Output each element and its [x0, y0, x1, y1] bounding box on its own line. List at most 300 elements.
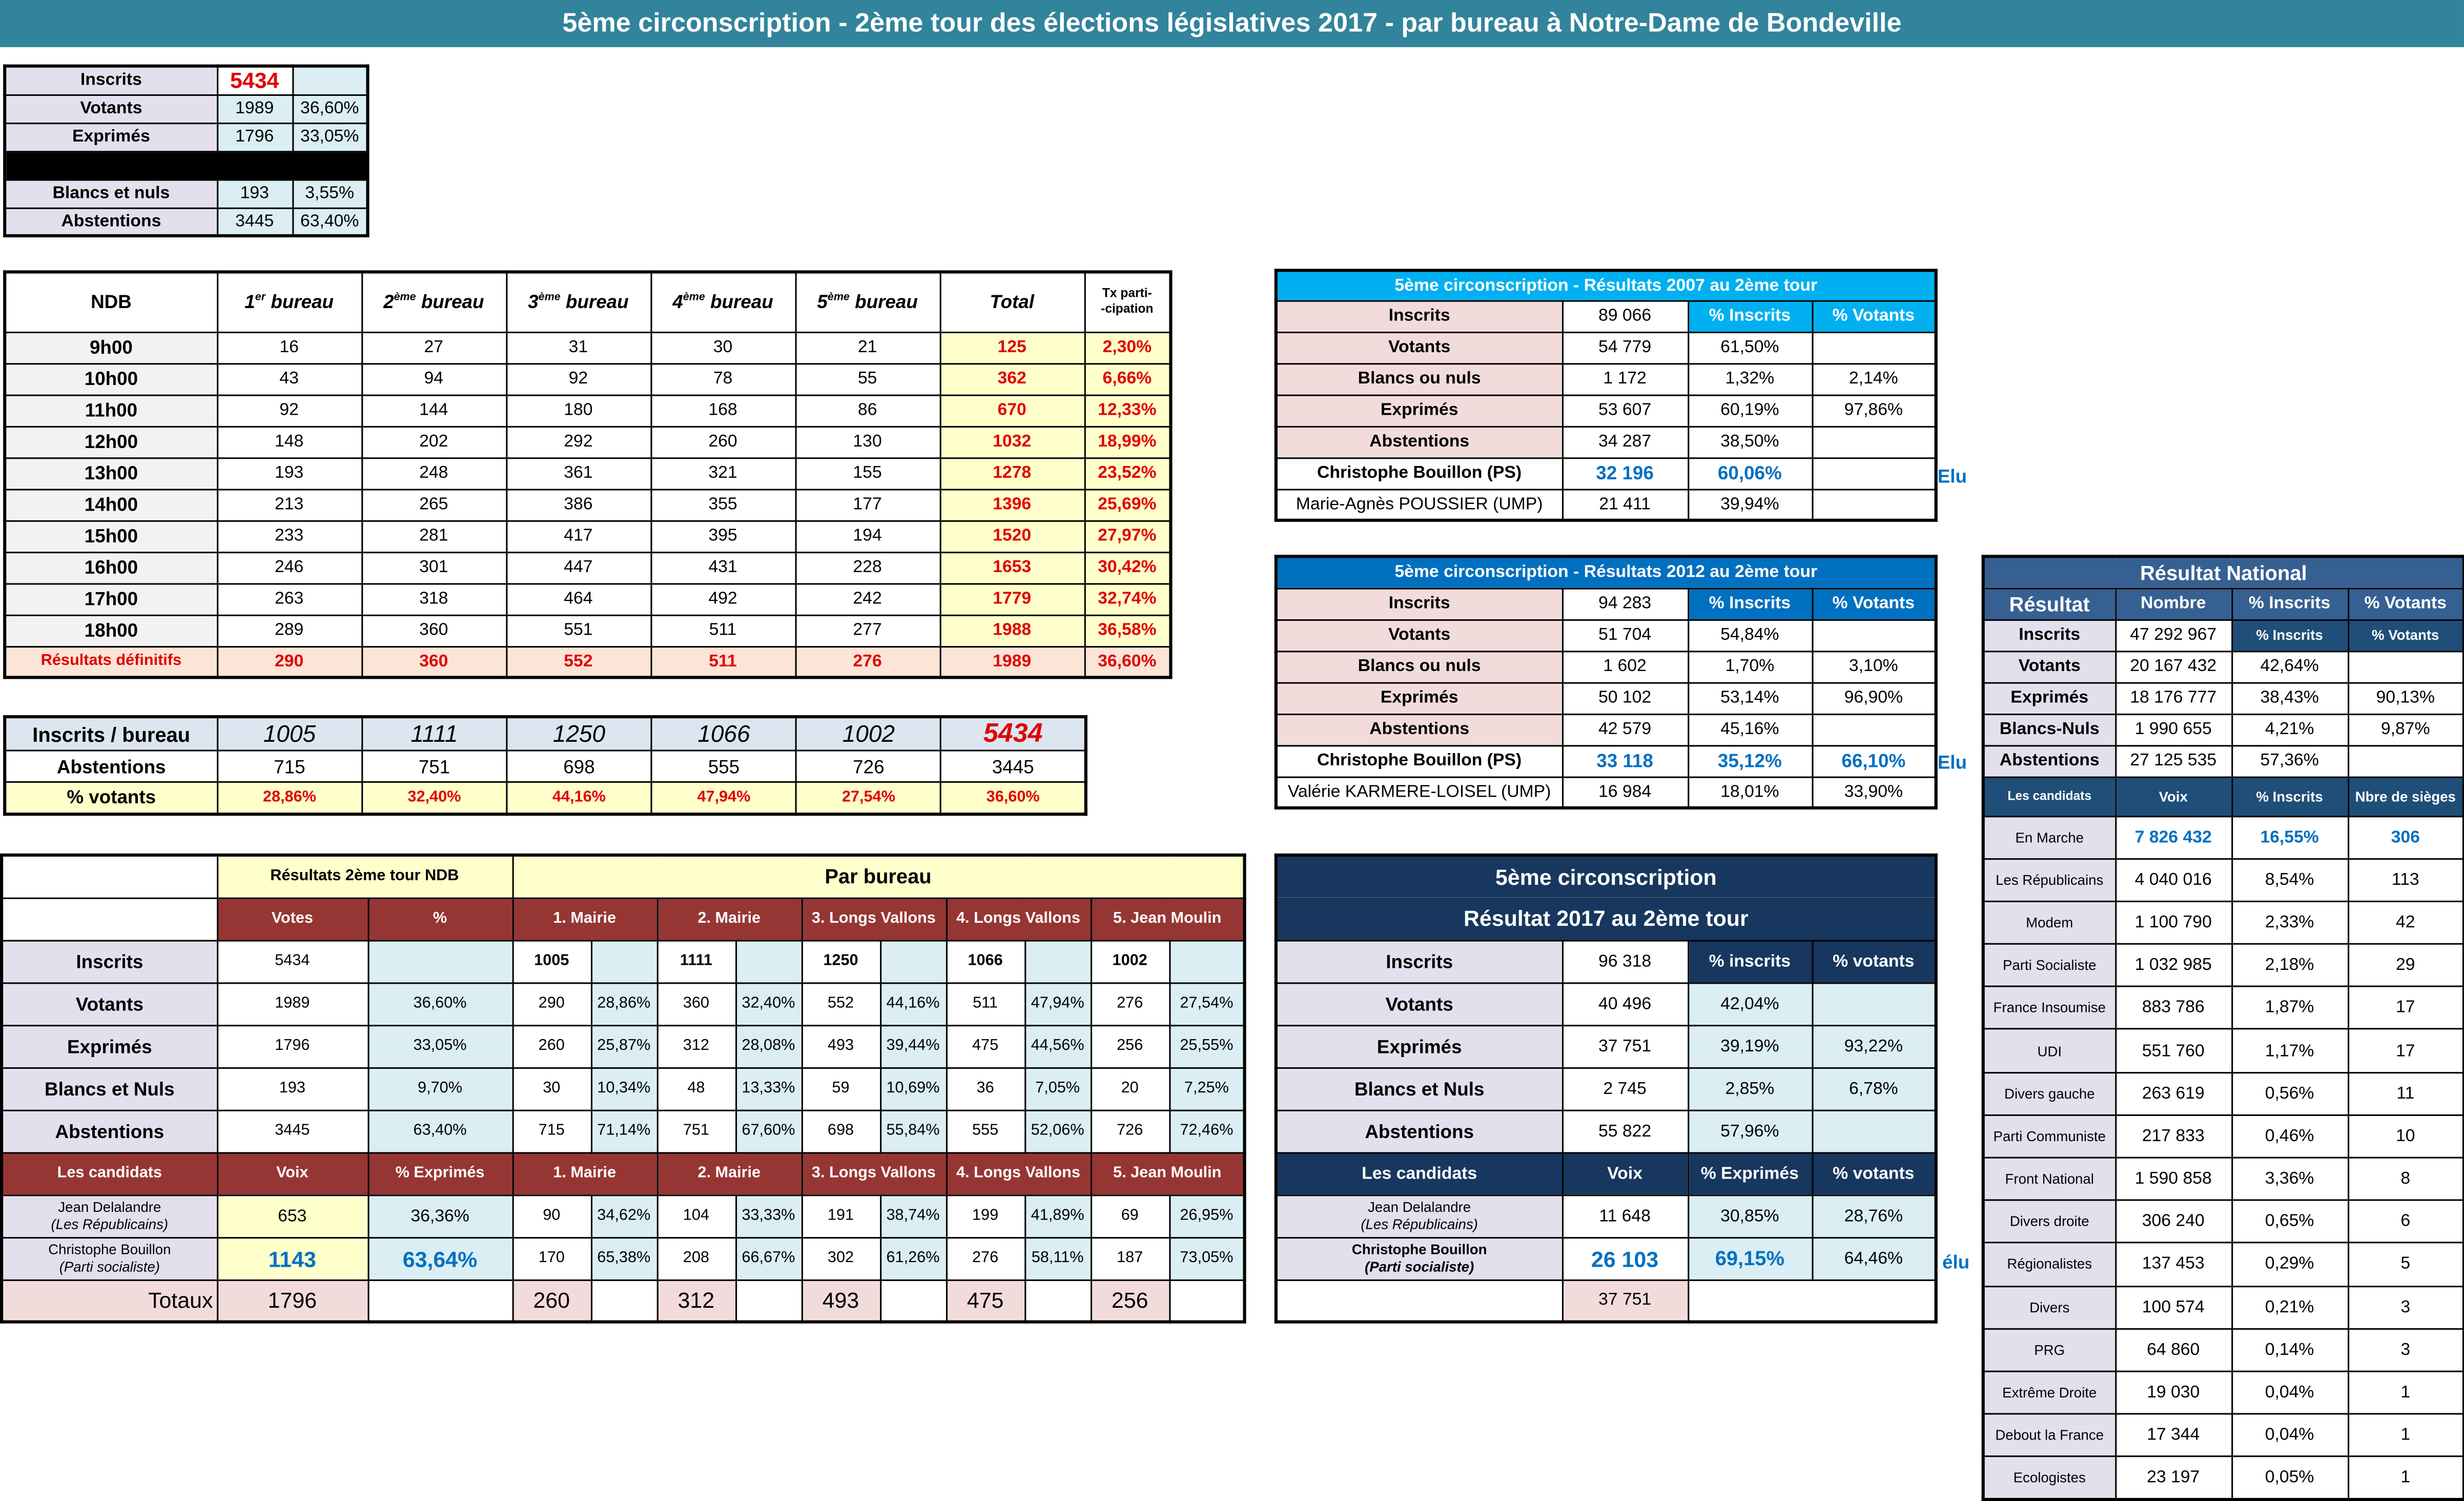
hourly-rate: 32,74% [1084, 583, 1171, 615]
hourly-final-value: 360 [361, 646, 506, 677]
ndb-totaux-value: 475 [946, 1280, 1024, 1322]
ndb-cand-bureau-value: 69 [1091, 1194, 1169, 1237]
hourly-header-total: Total [940, 272, 1084, 332]
r2017-cand-header: % votants [1812, 1152, 1936, 1194]
r2017-total: 37 751 [1562, 1280, 1688, 1322]
hourly-header-bureau: 2ème bureau [361, 272, 506, 332]
table-row [1276, 714, 1936, 745]
hourly-total: 670 [940, 395, 1084, 426]
national-votes: 23 197 [2115, 1457, 2231, 1499]
summary-pct [292, 66, 367, 94]
hourly-count: 31 [506, 332, 650, 363]
hourly-final-value: 552 [506, 646, 650, 677]
ndb-bureau-value: 260 [512, 1025, 591, 1067]
table-row [1983, 651, 2464, 682]
hourly-count: 92 [506, 363, 650, 394]
table-row [1276, 457, 1936, 489]
ndb-cand-header: % Exprimés [368, 1152, 512, 1194]
national-seats: 3 [2348, 1286, 2464, 1328]
table-row [1276, 1237, 1936, 1280]
national-party: Parti Socialiste [1983, 944, 2116, 986]
candidate-party: (Parti socialiste) [1365, 1258, 1474, 1274]
national-party: Debout la France [1983, 1414, 2116, 1456]
ndb-totaux-value: 312 [657, 1280, 735, 1322]
summary-label: Votants [5, 94, 217, 123]
national-votes: 137 453 [2115, 1243, 2231, 1286]
r2017-value: 37 751 [1562, 1025, 1688, 1067]
bureau-abstentions: 555 [651, 750, 796, 782]
table-row [5, 489, 1171, 520]
hourly-table [3, 270, 1172, 679]
bureau-inscrits-total: 5434 [941, 717, 1086, 750]
table-row [1276, 940, 1936, 983]
hourly-count: 260 [650, 426, 795, 457]
ndb-bureau-pct: 39,44% [880, 1025, 946, 1067]
national-votes: 17 344 [2115, 1414, 2231, 1456]
ndb-cand-bureau-value: 276 [946, 1237, 1024, 1280]
table-row [5, 520, 1171, 552]
table-row [1983, 1329, 2464, 1371]
ndb-bureau-value: 1111 [657, 940, 735, 983]
r2007-pct-inscrits: 39,94% [1688, 489, 1812, 520]
national-pct-inscrits: 38,43% [2231, 682, 2348, 714]
table-row [2, 982, 1245, 1025]
ndb-results-table [0, 854, 1246, 1324]
national-votes: 1 100 790 [2115, 901, 2231, 944]
table-row [1983, 619, 2464, 651]
table-row [1983, 1201, 2464, 1243]
table-row [2, 1194, 1245, 1237]
ndb-bureau-value: 715 [512, 1110, 591, 1152]
table-row [5, 552, 1171, 583]
hourly-time: 18h00 [5, 615, 217, 646]
r2012-label: Christophe Bouillon (PS) [1276, 745, 1562, 776]
hourly-count: 248 [361, 457, 506, 489]
national-seats: 17 [2348, 1029, 2464, 1072]
table-row [1983, 745, 2464, 776]
table-row [1276, 588, 1936, 619]
hourly-header-bureau: 3ème bureau [506, 272, 650, 332]
hourly-count: 213 [217, 489, 361, 520]
national-label: Exprimés [1983, 682, 2116, 714]
table-row [1276, 982, 1936, 1025]
hourly-total: 1653 [940, 552, 1084, 583]
ndb-totaux-value: 260 [512, 1280, 591, 1322]
national-seats: 3 [2348, 1329, 2464, 1371]
bureau-pct-votants: 27,54% [796, 782, 941, 813]
ndb-cand-bureau-value: 208 [657, 1237, 735, 1280]
bureau-inscrits: 1002 [796, 717, 941, 750]
r2012-label: Abstentions [1276, 714, 1562, 745]
ndb-spacer [591, 1280, 657, 1322]
r2012-pct-inscrits: 18,01% [1688, 777, 1812, 808]
ndb-col-header: 2. Mairie [657, 898, 802, 940]
r2017-label: Blancs et Nuls [1276, 1067, 1562, 1110]
table-row [1276, 363, 1936, 394]
national-seats: 42 [2348, 901, 2464, 944]
ndb-votes: 1796 [217, 1025, 367, 1067]
national-header: Nombre [2115, 588, 2231, 619]
results-2007-table [1275, 269, 1938, 522]
bureau-pct-votants: 47,94% [651, 782, 796, 813]
ndb-bureau-value: 290 [512, 982, 591, 1025]
ndb-bureau-pct: 47,94% [1024, 982, 1091, 1025]
hourly-count: 130 [795, 426, 940, 457]
table-row [5, 615, 1171, 646]
r2017-pct-inscrits: 57,96% [1688, 1110, 1812, 1152]
national-value: 18 176 777 [2115, 682, 2231, 714]
ndb-header-title: Résultats 2ème tour NDB [217, 855, 512, 898]
national-seats: 1 [2348, 1371, 2464, 1414]
ndb-bureau-pct [735, 940, 802, 983]
table-row [2, 1025, 1245, 1067]
ndb-col-header: 5. Jean Moulin [1091, 898, 1245, 940]
ndb-cand-bureau-pct: 65,38% [591, 1237, 657, 1280]
hourly-count: 395 [650, 520, 795, 552]
hourly-count: 86 [795, 395, 940, 426]
hourly-time: 14h00 [5, 489, 217, 520]
r2017-value: 96 318 [1562, 940, 1688, 983]
hourly-count: 168 [650, 395, 795, 426]
national-pct: 2,18% [2231, 944, 2348, 986]
ndb-col-header: Votes [217, 898, 367, 940]
national-pct-votants [2348, 745, 2464, 776]
hourly-count: 265 [361, 489, 506, 520]
ndb-cand-pct: 36,36% [368, 1194, 512, 1237]
ndb-bureau-value: 36 [946, 1067, 1024, 1110]
candidate-party: (Les Républicains) [51, 1215, 169, 1232]
hourly-count: 447 [506, 552, 650, 583]
r2012-pct-votants: % Votants [1812, 588, 1936, 619]
summary-label: Inscrits [5, 66, 217, 94]
r2017-label: Abstentions [1276, 1110, 1562, 1152]
national-votes: 883 786 [2115, 987, 2231, 1029]
national-votes: 1 590 858 [2115, 1158, 2231, 1200]
r2017-spacer [1688, 1280, 1812, 1322]
r2007-pct-votants [1812, 426, 1936, 457]
national-pct: 2,33% [2231, 901, 2348, 944]
ndb-bureau-value: 59 [802, 1067, 880, 1110]
table-row [1983, 1457, 2464, 1499]
results-2012-title: 5ème circonscription - Résultats 2012 au 2ème tour [1276, 556, 1936, 587]
table-row [1983, 682, 2464, 714]
national-pct-inscrits: 4,21% [2231, 714, 2348, 745]
ndb-bureau-pct [1169, 940, 1245, 983]
national-pct-votants: % Votants [2348, 619, 2464, 651]
ndb-cand-bureau-value: 170 [512, 1237, 591, 1280]
hourly-total: 362 [940, 363, 1084, 394]
ndb-bureau-pct [591, 940, 657, 983]
national-pct: 0,29% [2231, 1243, 2348, 1286]
ndb-cand-header: 3. Longs Vallons [802, 1152, 946, 1194]
table-row [5, 457, 1171, 489]
hourly-count: 180 [506, 395, 650, 426]
results-2017-title: 5ème circonscription [1276, 855, 1936, 898]
ndb-cand-header: 1. Mairie [512, 1152, 657, 1194]
table-row [1276, 619, 1936, 651]
ndb-corner [2, 898, 217, 940]
r2007-label: Votants [1276, 332, 1562, 363]
r2012-pct-votants: 96,90% [1812, 682, 1936, 714]
national-pct: 0,04% [2231, 1414, 2348, 1456]
ndb-bureau-value: 751 [657, 1110, 735, 1152]
hourly-count: 281 [361, 520, 506, 552]
ndb-bureau-value: 1002 [1091, 940, 1169, 983]
hourly-count: 155 [795, 457, 940, 489]
ndb-cand-bureau-pct: 34,62% [591, 1194, 657, 1237]
hourly-time: 10h00 [5, 363, 217, 394]
ndb-cand-bureau-pct: 61,26% [880, 1237, 946, 1280]
r2017-pct-votants: 93,22% [1812, 1025, 1936, 1067]
r2012-pct-votants: 66,10% [1812, 745, 1936, 776]
national-seats: 11 [2348, 1072, 2464, 1114]
ndb-col-header: 3. Longs Vallons [802, 898, 946, 940]
hourly-count: 301 [361, 552, 506, 583]
ndb-bureau-value: 493 [802, 1025, 880, 1067]
ndb-bureau-value: 256 [1091, 1025, 1169, 1067]
ndb-col-header: % [368, 898, 512, 940]
ndb-bureau-pct: 52,06% [1024, 1110, 1091, 1152]
hourly-count: 202 [361, 426, 506, 457]
ndb-row-label: Votants [2, 982, 217, 1025]
r2007-value: 1 172 [1562, 363, 1688, 394]
table-row [1983, 901, 2464, 944]
national-party: En Marche [1983, 816, 2116, 858]
r2007-pct-inscrits: 60,19% [1688, 395, 1812, 426]
r2007-pct-votants: % Votants [1812, 300, 1936, 332]
national-pct-inscrits: % Inscrits [2231, 619, 2348, 651]
table-row [1276, 777, 1936, 808]
national-votes: 19 030 [2115, 1371, 2231, 1414]
results-2017-table [1275, 854, 1938, 1324]
ndb-cand-bureau-pct: 73,05% [1169, 1237, 1245, 1280]
hourly-count: 361 [506, 457, 650, 489]
table-row [1983, 714, 2464, 745]
bureau-abstentions: 751 [362, 750, 506, 782]
elu-label-2012: Elu [1937, 751, 1967, 774]
ndb-votes: 193 [217, 1067, 367, 1110]
national-party: Divers droite [1983, 1201, 2116, 1243]
table-row [5, 332, 1171, 363]
ndb-bureau-value: 30 [512, 1067, 591, 1110]
ndb-bureau-value: 20 [1091, 1067, 1169, 1110]
national-party: Modem [1983, 901, 2116, 944]
r2017-label: Exprimés [1276, 1025, 1562, 1067]
hourly-count: 242 [795, 583, 940, 615]
r2017-pct-votants: % votants [1812, 940, 1936, 983]
r2012-value: 1 602 [1562, 651, 1688, 682]
hourly-count: 289 [217, 615, 361, 646]
ndb-bureau-value: 1066 [946, 940, 1024, 983]
ndb-bureau-pct: 13,33% [735, 1067, 802, 1110]
r2012-label: Exprimés [1276, 682, 1562, 714]
summary-value: 1989 [217, 94, 292, 123]
table-row [1276, 395, 1936, 426]
hourly-count: 246 [217, 552, 361, 583]
ndb-spacer [1169, 1280, 1245, 1322]
r2007-pct-votants: 97,86% [1812, 395, 1936, 426]
ndb-bureau-pct [1024, 940, 1091, 983]
hourly-final-label: Résultats définitifs [5, 646, 217, 677]
national-pct-inscrits: 42,64% [2231, 651, 2348, 682]
national-party: Ecologistes [1983, 1457, 2116, 1499]
ndb-pct: 63,40% [368, 1110, 512, 1152]
r2012-label: Blancs ou nuls [1276, 651, 1562, 682]
ndb-header-bureau: Par bureau [512, 855, 1245, 898]
ndb-pct: 33,05% [368, 1025, 512, 1067]
national-pct-votants [2348, 651, 2464, 682]
table-row [1276, 651, 1936, 682]
national-pct-votants: 90,13% [2348, 682, 2464, 714]
national-votes: 7 826 432 [2115, 816, 2231, 858]
ndb-bureau-pct: 10,34% [591, 1067, 657, 1110]
national-cand-header: Voix [2115, 777, 2231, 816]
summary-pct: 36,60% [292, 94, 367, 123]
bureau-table [3, 715, 1087, 815]
page-title: 5ème circonscription - 2ème tour des élections législatives 2017 - par bureau à Notre-Dame de Bondeville [0, 0, 2464, 47]
bureau-label: Abstentions [5, 750, 217, 782]
hourly-count: 386 [506, 489, 650, 520]
candidate-name: Christophe Bouillon [1351, 1241, 1487, 1257]
r2007-pct-inscrits: 1,32% [1688, 363, 1812, 394]
r2007-pct-inscrits: 61,50% [1688, 332, 1812, 363]
candidate-party: (Parti socialiste) [59, 1258, 160, 1274]
national-pct-votants: 9,87% [2348, 714, 2464, 745]
hourly-header-ndb: NDB [5, 272, 217, 332]
hourly-count: 55 [795, 363, 940, 394]
hourly-time: 17h00 [5, 583, 217, 615]
r2017-cand-votes: 26 103 [1562, 1237, 1688, 1280]
hourly-header-bureau: 1er bureau [217, 272, 361, 332]
r2017-cand-votes: 11 648 [1562, 1194, 1688, 1237]
hourly-time: 9h00 [5, 332, 217, 363]
hourly-final-rate: 36,60% [1084, 646, 1171, 677]
r2007-value: 89 066 [1562, 300, 1688, 332]
hourly-header-bureau: 4ème bureau [650, 272, 795, 332]
bureau-abstentions: 698 [507, 750, 651, 782]
ndb-cand-bureau-pct: 58,11% [1024, 1237, 1091, 1280]
ndb-cand-bureau-value: 187 [1091, 1237, 1169, 1280]
summary-label: Abstentions [5, 208, 217, 236]
r2007-pct-votants [1812, 332, 1936, 363]
hourly-count: 92 [217, 395, 361, 426]
r2007-label: Inscrits [1276, 300, 1562, 332]
summary-value: 1796 [217, 123, 292, 151]
elu-label-2017: élu [1942, 1251, 1970, 1273]
r2007-pct-inscrits: % Inscrits [1688, 300, 1812, 332]
r2012-pct-inscrits: % Inscrits [1688, 588, 1812, 619]
hourly-total: 1988 [940, 615, 1084, 646]
national-title: Résultat National [1983, 556, 2464, 587]
national-votes: 4 040 016 [2115, 859, 2231, 901]
r2012-value: 42 579 [1562, 714, 1688, 745]
table-row [5, 583, 1171, 615]
ndb-cand-pct: 63,64% [368, 1237, 512, 1280]
hourly-header-bureau: 5ème bureau [795, 272, 940, 332]
national-table [1982, 555, 2464, 1501]
r2012-label: Inscrits [1276, 588, 1562, 619]
hourly-count: 277 [795, 615, 940, 646]
ndb-spacer [368, 1280, 512, 1322]
r2007-pct-votants: 2,14% [1812, 363, 1936, 394]
hourly-count: 21 [795, 332, 940, 363]
r2007-value: 54 779 [1562, 332, 1688, 363]
table-row [1983, 1115, 2464, 1158]
ndb-bureau-value: 698 [802, 1110, 880, 1152]
hourly-count: 228 [795, 552, 940, 583]
hourly-count: 321 [650, 457, 795, 489]
ndb-row-label: Exprimés [2, 1025, 217, 1067]
candidate-party: (Les Républicains) [1361, 1215, 1478, 1232]
hourly-final-value: 511 [650, 646, 795, 677]
r2007-label: Marie-Agnès POUSSIER (UMP) [1276, 489, 1562, 520]
hourly-count: 30 [650, 332, 795, 363]
ndb-bureau-pct: 72,46% [1169, 1110, 1245, 1152]
table-row [2, 1237, 1245, 1280]
ndb-votes: 1989 [217, 982, 367, 1025]
hourly-count: 193 [217, 457, 361, 489]
table-row [1983, 859, 2464, 901]
ndb-spacer [880, 1280, 946, 1322]
ndb-bureau-value: 726 [1091, 1110, 1169, 1152]
national-seats: 17 [2348, 987, 2464, 1029]
r2012-value: 16 984 [1562, 777, 1688, 808]
hourly-count: 355 [650, 489, 795, 520]
national-party: Régionalistes [1983, 1243, 2116, 1286]
candidate-name: Christophe Bouillon [48, 1241, 171, 1257]
hourly-count: 263 [217, 583, 361, 615]
ndb-bureau-pct: 71,14% [591, 1110, 657, 1152]
national-header: % Votants [2348, 588, 2464, 619]
national-header: Résultat [1983, 588, 2116, 619]
table-row [1983, 1414, 2464, 1456]
table-row [1983, 1371, 2464, 1414]
hourly-total: 125 [940, 332, 1084, 363]
bureau-pct-votants: 32,40% [362, 782, 506, 813]
ndb-pct: 36,60% [368, 982, 512, 1025]
ndb-totaux-value: 256 [1091, 1280, 1169, 1322]
table-row [1276, 426, 1936, 457]
table-row [1276, 1194, 1936, 1237]
ndb-corner [2, 855, 217, 898]
table-row [1983, 1286, 2464, 1328]
ndb-col-header: 4. Longs Vallons [946, 898, 1091, 940]
national-pct-inscrits: 57,36% [2231, 745, 2348, 776]
table-row [2, 1067, 1245, 1110]
national-label: Abstentions [1983, 745, 2116, 776]
hourly-count: 16 [217, 332, 361, 363]
ndb-cand-bureau-value: 90 [512, 1194, 591, 1237]
r2007-pct-votants [1812, 489, 1936, 520]
national-party: Les Républicains [1983, 859, 2116, 901]
national-cand-header: Nbre de sièges [2348, 777, 2464, 816]
national-votes: 100 574 [2115, 1286, 2231, 1328]
national-party: UDI [1983, 1029, 2116, 1072]
ndb-bureau-pct: 44,56% [1024, 1025, 1091, 1067]
bureau-abstentions: 726 [796, 750, 941, 782]
national-label: Votants [1983, 651, 2116, 682]
bureau-label: Inscrits / bureau [5, 717, 217, 750]
r2017-pct-votants: 6,78% [1812, 1067, 1936, 1110]
hourly-count: 551 [506, 615, 650, 646]
national-pct: 0,46% [2231, 1115, 2348, 1158]
table-row [1276, 682, 1936, 714]
hourly-total: 1396 [940, 489, 1084, 520]
r2017-candidate-name [1276, 1237, 1562, 1280]
ndb-bureau-value: 312 [657, 1025, 735, 1067]
r2017-cand-pct-votants: 28,76% [1812, 1194, 1936, 1237]
table-row [1276, 332, 1936, 363]
